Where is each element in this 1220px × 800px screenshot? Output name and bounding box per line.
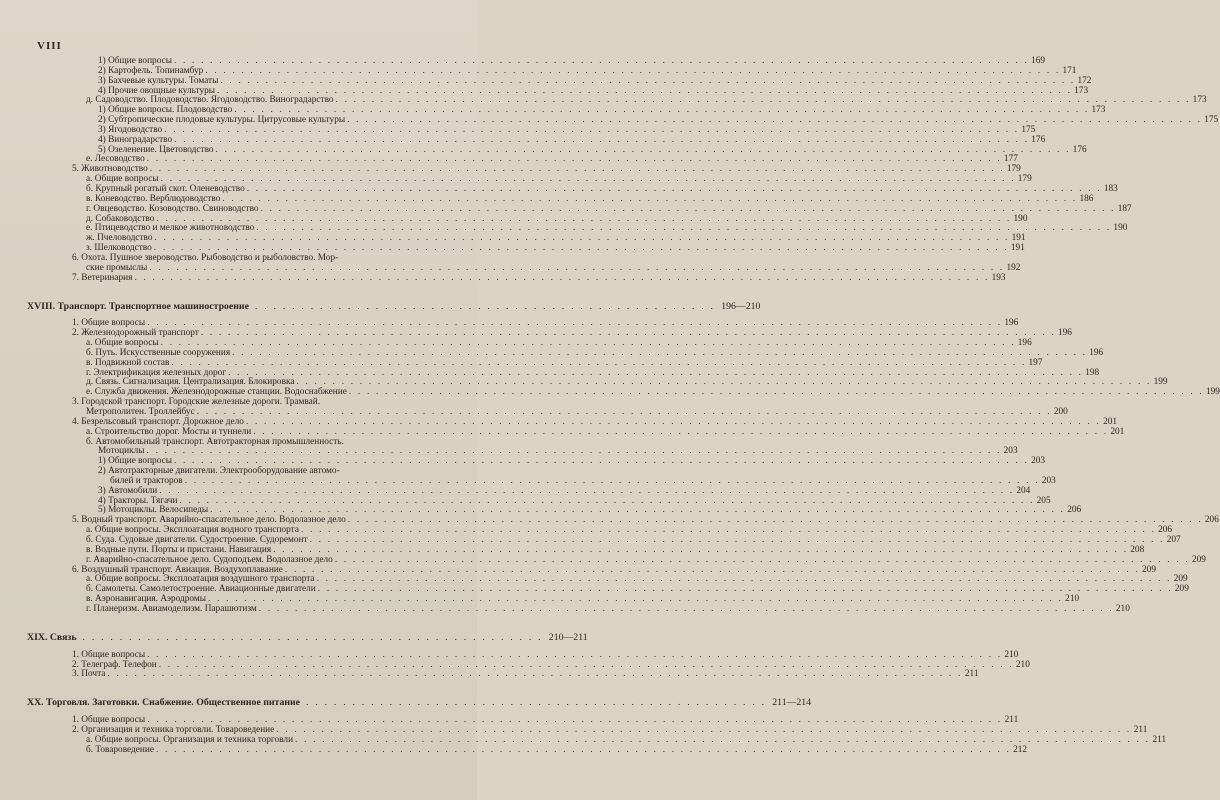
- section-heading-transport: [27, 299, 761, 312]
- section-pages: 210—211: [548, 631, 588, 643]
- toc-entry-page: 200: [1053, 407, 1068, 417]
- toc-entry-title: з. Шелководство: [86, 243, 152, 254]
- toc-entry-page: 186: [1079, 193, 1094, 204]
- toc-entry-page: 190: [1113, 223, 1128, 234]
- toc-entry-title: а. Общие вопросы. Организация и техника торговли: [86, 734, 294, 745]
- toc-entry-title: 4) Виноградарство: [98, 134, 173, 145]
- toc-entry-title: 2) Автотракторные двигатели. Электрооборудование автомо-: [98, 466, 340, 477]
- toc-entry-title: а. Общие вопросы. Эксплоатация воздушного транспорта: [86, 574, 315, 585]
- toc-entry-title: 1) Общие вопросы: [98, 456, 172, 467]
- toc-entry-page: 179: [1006, 164, 1021, 175]
- toc-entry-page: 183: [1103, 183, 1118, 194]
- toc-entry-page: 173: [1074, 85, 1089, 96]
- toc-entry-page: 203: [1003, 446, 1018, 457]
- toc-entry-page: 176: [1072, 144, 1087, 155]
- toc-entry-page: 196: [1089, 347, 1104, 358]
- dot-leader: [349, 388, 1204, 398]
- toc-entry-title: 5) Озеленение. Цветоводство: [98, 144, 214, 155]
- dot-leader: [259, 605, 1114, 615]
- toc-entry-page: 206: [1158, 525, 1173, 536]
- toc-entry-page: 206: [1204, 515, 1219, 526]
- toc-entry-page: 169: [1031, 56, 1046, 66]
- toc-entry-page: 205: [1036, 495, 1051, 506]
- toc-entry-title: г. Электрификация железных дорог: [86, 367, 227, 378]
- toc-entry-page: 196: [1057, 328, 1072, 339]
- toc-entry-title: 6. Воздушный транспорт. Авиация. Воздухоплавание: [72, 564, 283, 575]
- toc-entry-page: 190: [1013, 213, 1028, 224]
- toc-block-communication: [58, 649, 1030, 681]
- toc-entry-title: 1. Общие вопросы: [72, 715, 146, 726]
- section-pages: 196—210: [721, 300, 761, 312]
- toc-entry-title: билей и тракторов: [110, 475, 183, 486]
- toc-entry-page: 210: [1115, 603, 1130, 614]
- toc-entry-page: 211: [964, 669, 979, 680]
- toc-entry-page: 212: [1013, 744, 1028, 755]
- toc-entry-title: г. Аварийно-спасательное дело. Судоподъем. Водолазное дело: [86, 554, 333, 565]
- toc-entry-title: а. Общие вопросы: [86, 338, 159, 349]
- toc-entry-page: 173: [1192, 95, 1207, 106]
- toc-entry-page: 209: [1173, 574, 1188, 585]
- toc-entry-title: а. Общие вопросы: [86, 174, 159, 185]
- toc-entry-title: 5. Водный транспорт. Аварийно-спасательное дело. Водолазное дело: [72, 515, 346, 526]
- dot-leader: [253, 428, 1108, 438]
- toc-entry-title: 3. Городской транспорт. Городские железные дороги. Трамвай.: [72, 397, 321, 408]
- toc-entry-title: б. Автомобильный транспорт. Автотракторная промышленность.: [86, 436, 344, 447]
- toc-entry-page: 204: [1016, 485, 1031, 496]
- toc-entry-title: е. Служба движения. Железнодорожные станции. Водоснабжение: [86, 387, 347, 398]
- toc-entry-title: г. Планеризм. Авиамоделизм. Парашютизм: [86, 603, 257, 614]
- toc-entry-title: 5) Мотоциклы. Велосипеды: [98, 505, 209, 516]
- toc-entry-title: в. Коневодство. Верблюдоводство: [86, 193, 221, 204]
- toc-entry-page: 203: [1031, 456, 1046, 467]
- toc-entry-title: 2. Железнодорожный транспорт: [72, 328, 199, 339]
- toc-entry-title: 5. Животноводство: [72, 164, 148, 175]
- section-heading-trade: [27, 696, 812, 709]
- toc-entry-title: 1) Общие вопросы: [98, 56, 172, 66]
- toc-entry-page: 206: [1067, 505, 1082, 516]
- toc-entry-page: 210: [1015, 659, 1030, 670]
- toc-entry-title: 2) Картофель. Топинамбур: [98, 65, 204, 76]
- toc-entry-title: 4) Тракторы. Тягачи: [98, 495, 178, 506]
- section-heading-communication: [27, 631, 588, 643]
- toc-entry-title: 4) Прочие овощные культуры: [98, 85, 216, 96]
- toc-entry-page: 211: [1004, 715, 1019, 726]
- toc-entry-page: 198: [1085, 367, 1100, 378]
- toc-entry-page: 197: [1028, 357, 1043, 368]
- toc-entry-title: а. Общие вопросы. Эксплоатация водного транспорта: [86, 525, 299, 536]
- toc-entry-page: 201: [1110, 426, 1125, 437]
- toc-entry-page: 193: [991, 272, 1006, 283]
- toc-entry-title: 3. Почта: [72, 669, 106, 680]
- toc-entry-page: 171: [1062, 65, 1077, 76]
- toc-entry-title: 7. Ветеринария: [72, 272, 133, 283]
- toc-entry: [58, 603, 1130, 615]
- dot-leader: [255, 302, 715, 312]
- toc-entry-page: 207: [1166, 534, 1181, 545]
- toc-entry-title: д. Собаководство: [86, 213, 155, 224]
- toc-entry-page: 196: [1004, 318, 1019, 329]
- toc-entry-title: б. Товароведение: [86, 744, 154, 755]
- toc-entry-page: 209: [1191, 554, 1206, 565]
- toc-entry-page: 179: [1017, 174, 1032, 185]
- toc-entry-page: 211: [1133, 725, 1148, 736]
- toc-entry-title: б. Суда. Судовые двигатели. Судостроение. Судоремонт: [86, 534, 308, 545]
- toc-entry-page: 177: [1003, 154, 1018, 165]
- toc-entry-page: 199: [1153, 377, 1168, 388]
- toc-entry: [58, 272, 1006, 284]
- dot-leader: [134, 274, 989, 284]
- toc-entry-title: 3) Автомобили: [98, 485, 158, 496]
- toc-entry-page: 208: [1130, 544, 1145, 555]
- dot-leader: [107, 670, 962, 680]
- toc-entry-page: 201: [1103, 416, 1118, 427]
- section-title: XVIII. Транспорт. Транспортное машиностроение: [27, 300, 249, 312]
- toc-entry-page: 191: [1011, 233, 1026, 244]
- toc-entry-title: 1. Общие вопросы: [72, 649, 146, 660]
- toc-entry-title: б. Самолеты. Самолетостроение. Авиационные двигатели: [86, 584, 316, 595]
- toc-entry-page: 196: [1017, 338, 1032, 349]
- toc-entry-page: 210: [1004, 649, 1019, 660]
- toc-entry-page: 172: [1077, 75, 1092, 86]
- page-number: VIII: [37, 40, 62, 52]
- toc-entry-title: Метрополитен. Троллейбус: [86, 407, 195, 417]
- toc-entry: [58, 669, 979, 680]
- toc-entry-title: 6. Охота. Пушное звероводство. Рыбоводство и рыболовство. Мор-: [72, 252, 339, 263]
- toc-entry-title: е. Лесоводство: [86, 154, 145, 165]
- section-pages: 211—214: [772, 697, 812, 709]
- toc-entry-title: в. Подвижной состав: [86, 357, 170, 368]
- toc-entry-page: 191: [1010, 243, 1025, 254]
- toc-entry-page: 211: [1152, 734, 1167, 745]
- toc-entry-page: 175: [1021, 124, 1036, 135]
- toc-entry-title: 2. Организация и техника торговли. Товароведение: [72, 725, 275, 736]
- table-of-contents: [27, 56, 1220, 756]
- toc-block-trade: [58, 715, 1167, 755]
- dot-leader: [306, 698, 766, 708]
- toc-entry-page: 192: [1006, 262, 1021, 273]
- section-title: XIX. Связь: [27, 631, 77, 643]
- toc-entry-title: 1. Общие вопросы: [72, 318, 146, 329]
- toc-entry-title: б. Путь. Искусственные сооружения: [86, 347, 231, 358]
- toc-entry-page: 199: [1205, 387, 1220, 398]
- toc-entry-title: г. Овцеводство. Козоводство. Свиноводство: [86, 203, 259, 214]
- toc-entry-page: 210: [1065, 594, 1080, 605]
- toc-entry-title: 3) Бахчевые культуры. Томаты: [98, 75, 219, 86]
- toc-entry-title: 4. Безрельсовый транспорт. Дорожное дело: [72, 416, 244, 427]
- toc-entry-page: 173: [1091, 105, 1106, 116]
- toc-entry-title: д. Садоводство. Плодоводство. Ягодоводство. Виноградарство: [86, 95, 334, 106]
- toc-entry-title: е. Птицеводство и мелкое животноводство: [86, 223, 255, 234]
- dot-leader: [156, 746, 1011, 756]
- toc-entry-title: 3) Ягодоводство: [98, 124, 163, 135]
- toc-entry-title: б. Крупный рогатый скот. Оленеводство: [86, 183, 245, 194]
- toc-entry-title: Мотоциклы: [98, 446, 145, 457]
- section-title: XX. Торговля. Заготовки. Снабжение. Общественное питание: [27, 697, 300, 709]
- toc-entry-title: 2. Телеграф. Телефон: [72, 659, 157, 670]
- toc-entry-page: 209: [1142, 564, 1156, 575]
- toc-entry-title: в. Аэронавигация. Аэродромы: [86, 594, 207, 605]
- toc-entry-title: ские промыслы: [86, 262, 148, 273]
- toc-block-transport: [58, 318, 1220, 614]
- toc-entry-page: 187: [1117, 203, 1132, 214]
- toc-entry-title: 1) Общие вопросы. Плодоводство: [98, 105, 233, 116]
- toc-entry-title: а. Строительство дорог. Мосты и туннели: [86, 426, 252, 437]
- toc-entry-title: д. Связь. Сигнализация. Централизация. Блокировка: [86, 377, 295, 388]
- dot-leader: [83, 633, 543, 643]
- toc-entry-title: в. Водные пути. Порты и пристани. Навигация: [86, 544, 272, 555]
- toc-entry-page: 176: [1031, 134, 1046, 145]
- toc-block-agriculture: [58, 56, 1219, 283]
- toc-entry-title: 2) Субтропические плодовые культуры. Цитрусовые культуры: [98, 115, 346, 126]
- toc-entry-title: ж. Пчеловодство: [86, 233, 153, 244]
- toc-entry: [58, 744, 1028, 756]
- toc-entry-page: 209: [1174, 584, 1189, 595]
- toc-entry-page: 175: [1204, 115, 1219, 126]
- toc-entry-page: 203: [1041, 475, 1056, 486]
